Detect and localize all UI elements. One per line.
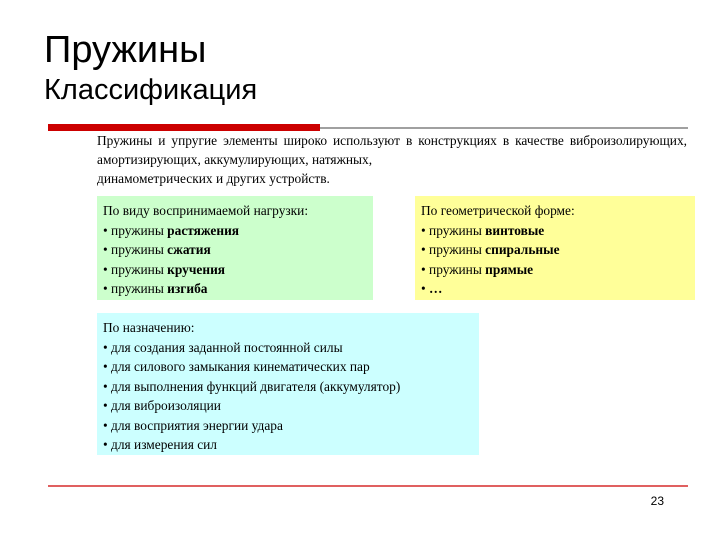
title-divider [48,124,688,131]
geometry-heading: По геометрической форме: [421,203,575,218]
list-item [421,260,689,280]
list-item-prefix: • пружины [103,281,168,296]
intro-text: Пружины и упругие элементы широко используют в конструкциях в качестве виброизолирующих, амортизирующих, аккумулирующих, натяжных, [97,133,687,167]
list-item: • для силового замыкания кинематических пар [103,359,370,374]
load-type-heading: По виду воспринимаемой нагрузки: [103,203,309,218]
list-item [103,279,367,299]
list-item [421,240,689,260]
list-item-term: винтовые [485,222,545,238]
intro-paragraph [97,131,687,188]
list-item-prefix: • пружины [421,261,486,277]
geometry-box [415,196,695,300]
list-item-term: кручения [167,261,226,277]
list-item [103,260,367,280]
slide-subtitle: Классификация [44,74,258,106]
list-item-term: спиральные [485,242,560,257]
list-item: • для восприятия энергии удара [103,417,283,433]
list-item: • для создания заданной постоянной силы [103,339,343,355]
title-divider-line [320,127,688,129]
purpose-heading: По назначению: [103,320,195,335]
list-item-prefix: • пружины [103,261,168,277]
title-divider-accent [48,124,320,131]
list-item [421,279,689,299]
footer-divider [48,485,688,487]
list-item [103,240,367,260]
list-item-term: изгиба [167,281,208,296]
list-item-prefix: • пружины [103,242,168,257]
list-item-term: прямые [485,261,534,277]
page-number: 23 [650,494,664,508]
list-item [421,221,689,241]
list-item-term: сжатия [167,242,211,257]
intro-text-last: динамометрических и других устройств. [97,171,330,186]
list-item: • для измерения сил [103,437,217,452]
list-item-term: растяжения [167,222,240,238]
load-type-box [97,196,373,300]
list-item-term: … [429,281,443,296]
list-item: • для выполнения функций двигателя (аккумулятор) [103,378,401,394]
slide-title: Пружины [44,29,207,71]
list-item-prefix: • пружины [421,222,486,238]
list-item [103,221,367,241]
list-item: • для виброизоляции [103,398,221,413]
list-item-prefix: • пружины [103,222,168,238]
purpose-box [97,313,479,455]
list-item-prefix: • пружины [421,242,486,257]
list-item-prefix: • [421,281,430,296]
